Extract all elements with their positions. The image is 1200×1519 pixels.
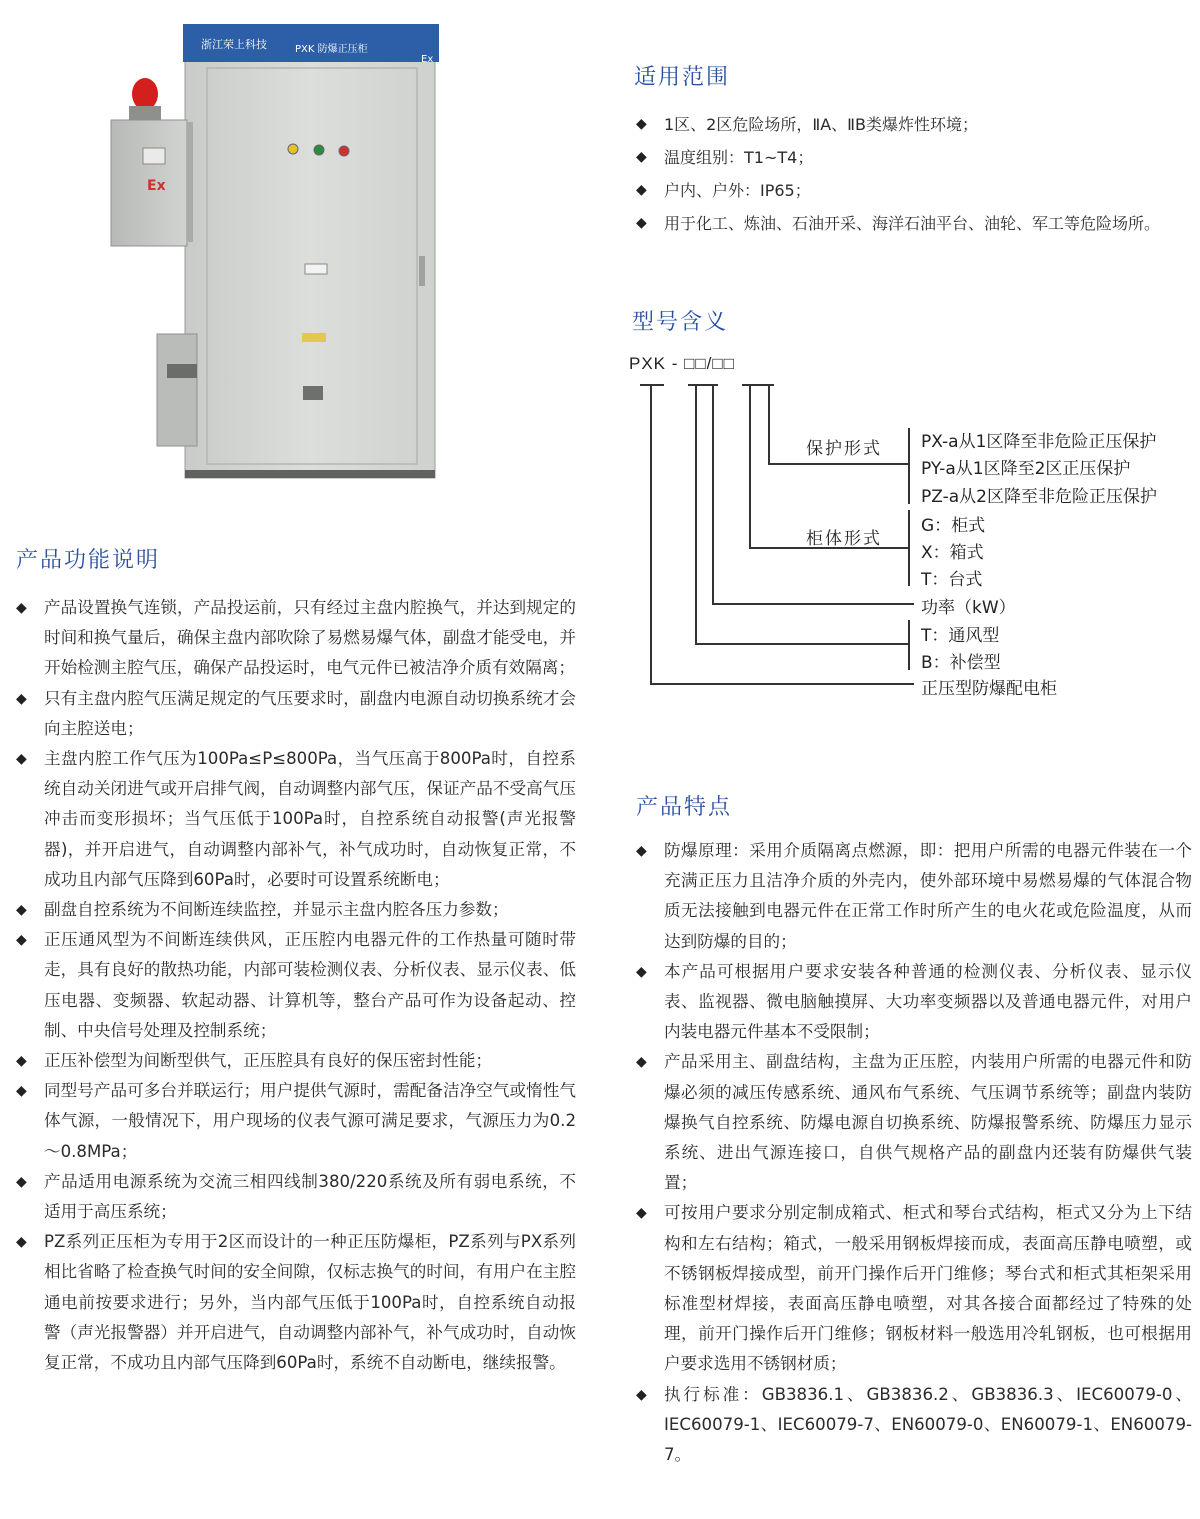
diagram-line: [695, 643, 908, 645]
list-item: ◆ 正压补偿型为间断型供气，正压腔具有良好的保压密封性能；: [16, 1046, 576, 1076]
yellow-label: [302, 333, 326, 342]
list-item: ◆ 副盘自控系统为不间断连续监控，并显示主盘内腔各压力参数；: [16, 895, 576, 925]
diagram-line: [712, 603, 914, 605]
list-item: ◆ 只有主盘内腔气压满足规定的气压要求时，副盘内电源自动切换系统才会向主腔送电；: [16, 684, 576, 744]
list-item: ◆ 温度组别：T1~T4；: [636, 141, 1196, 174]
diamond-bullet-icon: ◆: [636, 1205, 647, 1222]
door-handle: [419, 256, 425, 286]
side-box-window: [143, 148, 165, 164]
diagram-bracket: [908, 428, 910, 504]
valve-fitting: [167, 364, 197, 378]
cabinet-brand: 浙江荣上科技: [201, 38, 267, 51]
diamond-bullet-icon: ◆: [16, 1083, 27, 1100]
nameplate: [303, 386, 323, 400]
model-title: 型号含义: [632, 310, 729, 335]
diamond-bullet-icon: ◆: [16, 690, 27, 707]
protection-form-label: 保护形式: [806, 439, 882, 459]
list-item: ◆ 执行标准：GB3836.1、GB3836.2、GB3836.3、IEC60079-0、IEC60079-1、IEC60079-7、EN60079-0、EN60079-1、EN60079-7。: [636, 1380, 1192, 1471]
power-label: 功率（kW）: [921, 598, 1016, 618]
green-lamp-icon: [314, 145, 324, 155]
diagram-line: [712, 384, 714, 604]
product-label: 正压型防爆配电柜: [921, 679, 1057, 699]
lower-valve-box: [157, 334, 197, 446]
diamond-bullet-icon: ◆: [16, 1234, 27, 1251]
cabinet-ex-mark: Ex: [421, 54, 434, 65]
scope-title: 适用范围: [634, 65, 731, 90]
diagram-line: [688, 384, 718, 386]
list-item: ◆ 主盘内腔工作气压为100Pa≤P≤800Pa，当气压高于800Pa时，自控系统自动关闭进气或开启排气阀，自动调整内部气压，保证产品不受高气压冲击而变形损坏；当气压低于100Pa时，自控系统自动报警(声光报警器)，并开启进气，自动调整内部补气，补气成功时，自动恢复正常，不成功且内部气压降到60Pa时，必要时可设置系统断电；: [16, 744, 576, 895]
ex-logo-icon: Ex: [147, 178, 166, 194]
diagram-line: [695, 384, 697, 644]
cabinet-item: X：箱式: [921, 543, 984, 563]
functions-list: [16, 593, 576, 1378]
list-item: ◆ 防爆原理：采用介质隔离点燃源，即：把用户所需的电器元件装在一个充满正压力且洁净介质的外壳内，使外部环境中易燃易爆的气体混合物质无法接触到电器元件在正常工作时所产生的电火花或危险温度，从而达到防爆的目的；: [636, 836, 1192, 957]
diamond-bullet-icon: ◆: [636, 963, 647, 980]
list-item: ◆ 可按用户要求分别定制成箱式、柜式和琴台式结构，柜式又分为上下结构和左右结构；箱式，一般采用钢板焊接而成，表面高压静电喷塑，或不锈钢板焊接成型，前开门操作后开门维修；琴台式和柜式其柜架采用标准型材焊接，表面高压静电喷塑，对其各接合面都经过了特殊的处理，前开门操作后开门维修；钢板材料一般选用冷轧钢板，也可根据用户要求选用不锈钢材质；: [636, 1198, 1192, 1379]
list-item: ◆ 1区、2区危险场所，ⅡA、ⅡB类爆炸性环境；: [636, 108, 1196, 141]
diamond-bullet-icon: ◆: [16, 600, 27, 616]
diamond-bullet-icon: ◆: [16, 902, 27, 919]
diamond-bullet-icon: ◆: [636, 182, 647, 198]
diagram-line: [742, 384, 774, 386]
list-item: ◆ 同型号产品可多台并联运行；用户提供气源时，需配备洁净空气或惰性气体气源，一般情况下，用户现场的仪表气源可满足要求，气源压力为0.2～0.8MPa；: [16, 1076, 576, 1167]
scope-list: [636, 108, 1196, 240]
type-item: T：通风型: [921, 626, 1000, 646]
diamond-bullet-icon: ◆: [636, 215, 647, 231]
list-item: ◆ 本产品可根据用户要求安装各种普通的检测仪表、分析仪表、显示仪表、监视器、微电脑触摸屏、大功率变频器以及普通电器元件，对用户内装电器元件基本不受限制；: [636, 957, 1192, 1048]
list-item: ◆ 产品设置换气连锁，产品投运前，只有经过主盘内腔换气，并达到规定的时间和换气量后，确保主盘内部吹除了易燃易爆气体，副盘才能受电，并开始检测主腔气压，确保产品投运时，电气元件已被洁净介质有效隔离；: [16, 593, 576, 684]
alarm-lamp-base: [129, 106, 161, 120]
diagram-line: [768, 463, 908, 465]
side-box-hinge: [187, 122, 193, 242]
diagram-line: [640, 384, 664, 386]
cabinet-form-label: 柜体形式: [806, 529, 882, 549]
diamond-bullet-icon: ◆: [636, 1386, 647, 1403]
cabinet-item: T：台式: [921, 570, 983, 590]
cabinet-item: G：柜式: [921, 516, 986, 536]
cabinet-base: [185, 470, 435, 478]
yellow-lamp-icon: [288, 144, 298, 154]
diagram-line: [749, 384, 751, 548]
diagram-line: [768, 384, 770, 464]
red-lamp-icon: [339, 146, 349, 156]
model-code: PXK - □□/□□: [629, 354, 735, 373]
diamond-bullet-icon: ◆: [16, 1173, 27, 1190]
diamond-bullet-icon: ◆: [16, 932, 27, 949]
diamond-bullet-icon: ◆: [636, 149, 647, 165]
list-item: ◆ 产品采用主、副盘结构，主盘为正压腔，内装用户所需的电器元件和防爆必须的减压传感系统、通风布气系统、气压调节系统等；副盘内装防爆换气自控系统、防爆电源自切换系统、防爆报警系统、防爆压力显示系统、进出气源连接口，自供气规格产品的副盘内还装有防爆供气装置；: [636, 1047, 1192, 1198]
diagram-bracket: [908, 620, 910, 670]
diagram-bracket: [908, 510, 910, 586]
list-item: ◆ 户内、户外：IP65；: [636, 174, 1196, 207]
features-title: 产品特点: [636, 795, 733, 820]
protection-item: PY-a从1区降至2区正压保护: [921, 459, 1131, 479]
alarm-lamp-icon: [132, 78, 158, 110]
diamond-bullet-icon: ◆: [16, 1053, 27, 1070]
diamond-bullet-icon: ◆: [636, 843, 647, 859]
type-item: B：补偿型: [921, 653, 1001, 673]
list-item: ◆ PZ系列正压柜为专用于2区而设计的一种正压防爆柜，PZ系列与PX系列相比省略了检查换气时间的安全间隙，仅标志换气的时间，有用户在主腔通电前按要求进行；另外，当内部气压低于100Pa时，自控系统自动报警（声光报警器）并开启进气，自动调整内部补气，补气成功时，自动恢复正常，不成功且内部气压降到60Pa时，系统不自动断电，继续报警。: [16, 1227, 576, 1378]
protection-item: PX-a从1区降至非危险正压保护: [921, 432, 1157, 452]
diamond-bullet-icon: ◆: [636, 1054, 647, 1071]
diagram-line: [650, 683, 914, 685]
cabinet-illustration: [105, 18, 445, 480]
warning-label: [305, 264, 327, 274]
list-item: ◆ 用于化工、炼油、石油开采、海洋石油平台、油轮、军工等危险场所。: [636, 207, 1196, 240]
diagram-line: [650, 384, 652, 684]
list-item: ◆ 正压通风型为不间断连续供风，正压腔内电器元件的工作热量可随时带走，具有良好的散热功能，内部可装检测仪表、分析仪表、显示仪表、低压电器、变频器、软起动器、计算机等，整台产品可作为设备起动、控制、中央信号处理及控制系统；: [16, 925, 576, 1046]
list-item: ◆ 产品适用电源系统为交流三相四线制380/220系统及所有弱电系统，不适用于高压系统；: [16, 1167, 576, 1227]
cabinet-name: PXK 防爆正压柜: [295, 44, 368, 55]
features-list: [636, 836, 1192, 1470]
protection-item: PZ-a从2区降至非危险正压保护: [921, 487, 1157, 507]
diamond-bullet-icon: ◆: [636, 116, 647, 132]
diamond-bullet-icon: ◆: [16, 751, 27, 768]
functions-title: 产品功能说明: [16, 548, 161, 573]
